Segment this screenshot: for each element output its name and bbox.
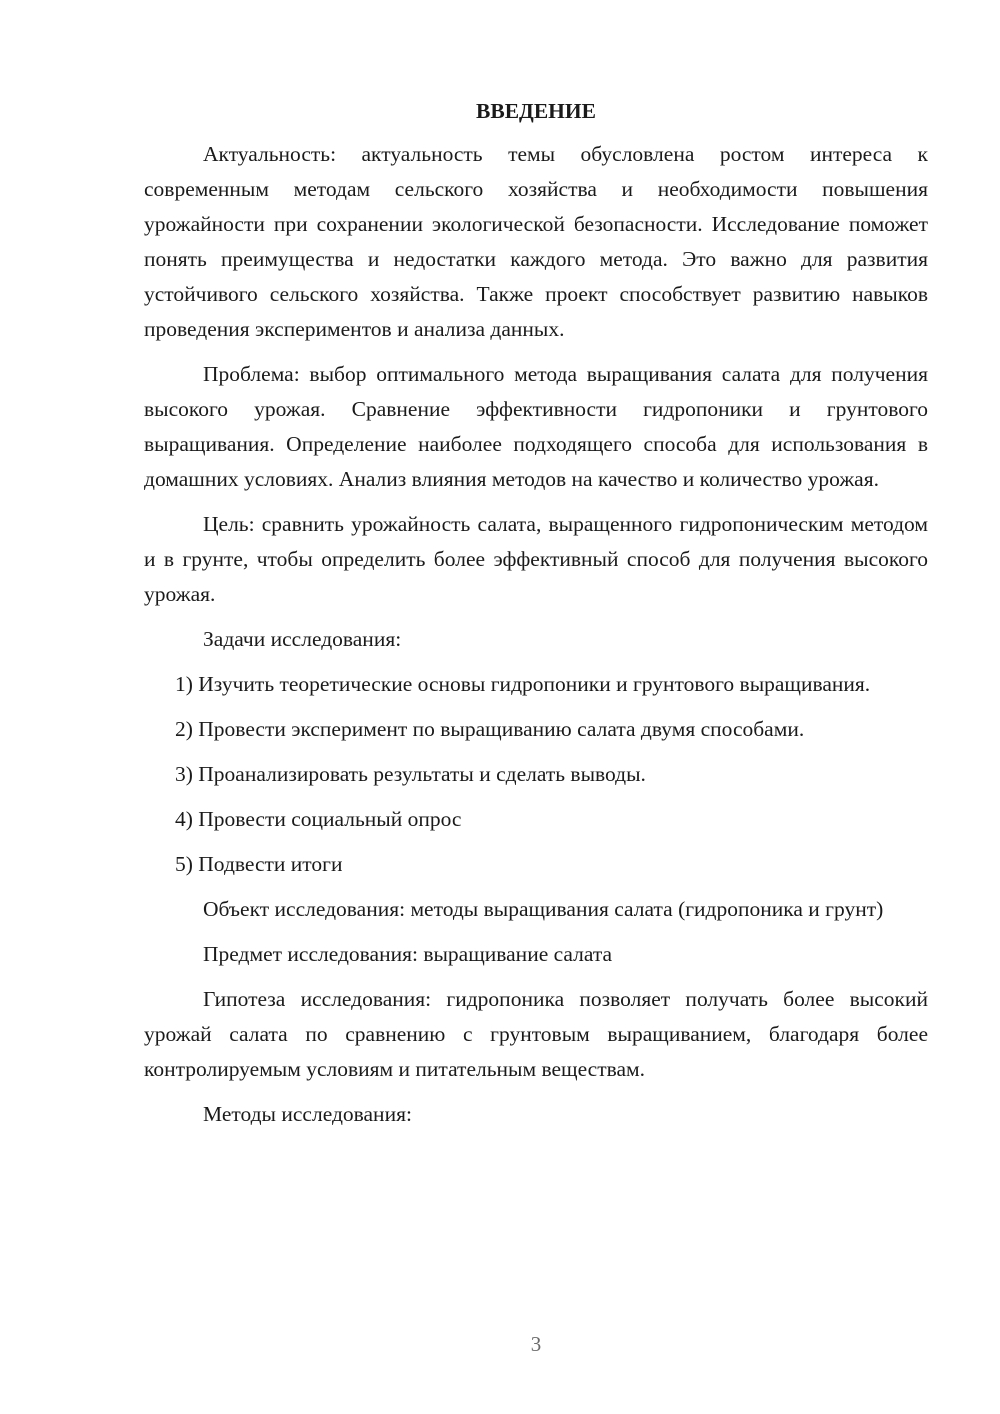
paragraph-problem: Проблема: выбор оптимального метода выращивания салата для получения высокого урожая. Сравнение эффективности гидропоники и грунтового выращивания. Определение наиболее подходящего способа для использования в домашних условиях. Анализ влияния методов на качество и количество урожая. bbox=[144, 362, 928, 491]
task-item-3: 3) Проанализировать результаты и сделать выводы. bbox=[175, 762, 646, 786]
section-title: ВВЕДЕНИЕ bbox=[476, 99, 596, 123]
page-number: 3 bbox=[530, 1332, 542, 1356]
paragraph-hypothesis: Гипотеза исследования: гидропоника позволяет получать более высокий урожай салата по сравнению с грунтовым выращиванием, благодаря более контролируемым условиям и питательным веществам. bbox=[144, 987, 928, 1081]
paragraph-goal: Цель: сравнить урожайность салата, выращенного гидропоническим методом и в грунте, чтобы определить более эффективный способ для получения высокого урожая. bbox=[144, 512, 928, 606]
task-item-2: 2) Провести эксперимент по выращиванию салата двумя способами. bbox=[175, 717, 805, 741]
task-item-1: 1) Изучить теоретические основы гидропоники и грунтового выращивания. bbox=[175, 672, 871, 696]
task-item-5: 5) Подвести итоги bbox=[175, 852, 343, 876]
paragraph-relevance: Актуальность: актуальность темы обусловлена ростом интереса к современным методам сельского хозяйства и необходимости повышения урожайности при сохранении экологической безопасности. Исследование поможет понять преимущества и недостатки каждого метода. Это важно для развития устойчивого сельского хозяйства. Также проект способствует развитию навыков проведения экспериментов и анализа данных. bbox=[144, 142, 928, 341]
paragraph-object: Объект исследования: методы выращивания салата (гидропоника и грунт) bbox=[203, 897, 884, 921]
paragraph-methods: Методы исследования: bbox=[203, 1102, 412, 1126]
paragraph-subject: Предмет исследования: выращивание салата bbox=[203, 942, 613, 966]
task-item-4: 4) Провести социальный опрос bbox=[175, 807, 462, 831]
page-content bbox=[144, 92, 928, 1142]
tasks-heading: Задачи исследования: bbox=[203, 627, 402, 651]
